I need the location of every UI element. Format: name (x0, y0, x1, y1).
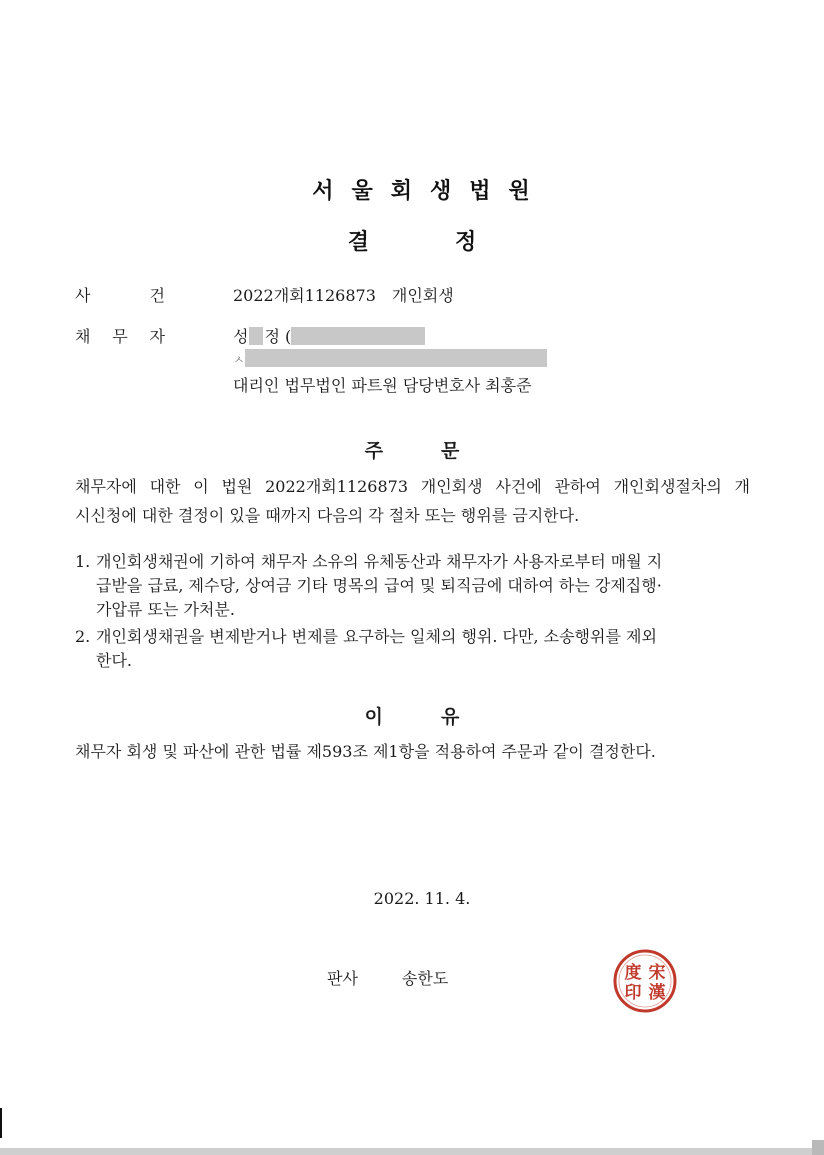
page-edge-mark (0, 1108, 2, 1138)
debtor-label: 채 무 자 (75, 327, 165, 346)
judge-name: 송한도 (401, 969, 449, 988)
horizontal-scrollbar[interactable] (0, 1148, 824, 1155)
reason-text: 채무자 회생 및 파산에 관한 법률 제593조 제1항을 적용하여 주문과 같이 결정한다. (75, 742, 656, 761)
order-heading: 주 문 (364, 440, 460, 462)
judge-seal-icon (612, 948, 678, 1014)
svg-text:度: 度 (624, 963, 642, 983)
svg-text:印: 印 (624, 983, 642, 1003)
judge-signature (327, 966, 448, 989)
court-name: 서울회생법원 (312, 179, 548, 204)
debtor-name: 성 정 ( (233, 324, 425, 347)
scrollbar-corner (812, 1140, 824, 1155)
svg-text:漢: 漢 (648, 983, 666, 1003)
redacted-name-block (249, 327, 263, 345)
decision-title-right: 정 (455, 230, 477, 255)
decision-date: 2022. 11. 4. (373, 889, 471, 908)
order-item-1: 1. 개인회생채권에 기하여 채무자 소유의 유체동산과 채무자가 사용자로부터 매월 지 급받을 급료, 제수당, 상여금 기타 명목의 급여 및 퇴직금에 대하여 하는 강제집행· 가압류 또는 가처분. (75, 552, 663, 619)
order-paragraph: 채무자에 대한 이 법원 2022개회1126873 개인회생 사건에 관하여 개인회생절차의 개 시신청에 대한 결정이 있을 때까지 다음의 각 절차 또는 행위를 금지한다. (75, 477, 750, 525)
svg-text:宋: 宋 (648, 963, 666, 983)
order-item-2: 2. 개인회생채권을 변제받거나 변제를 요구하는 일체의 행위. 다만, 소송행위를 제외 한다. (75, 627, 657, 670)
reason-heading: 이 유 (364, 706, 460, 728)
debtor-address: ㅅ (233, 349, 547, 368)
judge-title: 판사 (327, 969, 358, 988)
redacted-address-block (245, 349, 547, 367)
debtor-agent: 대리인 법무법인 파트원 담당변호사 최홍준 (233, 376, 532, 395)
redacted-id-block (291, 327, 425, 345)
case-label: 사 건 (75, 286, 165, 305)
decision-title-left: 결 (347, 230, 369, 255)
decision-title (0, 225, 824, 256)
case-number: 2022개회1126873 개인회생 (233, 286, 454, 305)
